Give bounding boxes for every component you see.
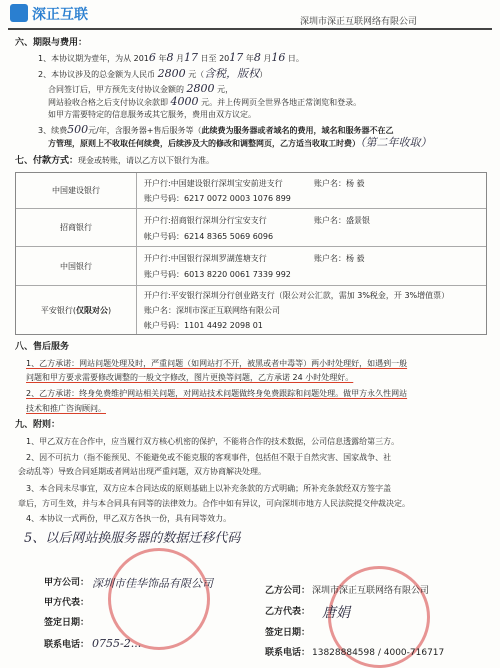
section-9-title: 九、附则： (15, 420, 61, 430)
bank-name: 中国建设银行 (16, 173, 137, 208)
table-row: 招商银行 开户行:招商银行深圳分行宝安支行 账户名：盛景银 帐户号码：6214 8365 5069 6096 (16, 209, 486, 247)
bank-table (15, 172, 487, 335)
party-b-label: 乙方公司： (265, 586, 311, 596)
table-row: 平安银行( 仅限对公 ) 开户行:平安银行深圳分行创业路支行（限公对公汇款，需加 3%税金，开 3%增值票） 账户名：深圳市深正互联网络有限公司 帐户号码：1101 4492 2098 01 (16, 286, 486, 334)
total-amount-line: 2、本协议涉及的总金额为人民币 2800 元（含税，版权） (38, 67, 268, 80)
appendix-1: 1、甲乙双方在合作中，应当履行双方核心机密的保护，不能将合作的技术数据，公司信息透露给第三方。 (26, 437, 400, 446)
section-8-title: 八、售后服务 (15, 342, 70, 352)
service-2-line-b: 技术和推广咨询顾问。 (26, 404, 106, 413)
party-a-label: 甲方公司： (44, 578, 90, 588)
appendix-3b: 章后，方可生效，并与本合同具有同等的法律效力。合作中如有异议，可向深圳市地方人民法院提交仲裁决定。 (18, 499, 410, 508)
section-7-title: 七、付款方式：现金或转账，请以乙方以下银行为准。 (15, 156, 215, 166)
party-b-rep-label: 乙方代表： (265, 607, 311, 617)
appendix-2b: 会动乱等）导致合同延期或者网站出现严重问题，双方协商解决处理。 (18, 467, 266, 476)
party-a-phone: 0755-2... (92, 637, 142, 650)
party-a-date-label: 签定日期： (44, 618, 90, 628)
party-a-phone-label: 联系电话： (44, 640, 90, 650)
service-1-line-b: 问题和甲方要求需要修改调整的一般文字修改，图片更换等问题，乙方承诺 24 小时处理好。 (26, 373, 354, 382)
logo: 深正互联 (32, 7, 88, 23)
term-line: 1、本协议期为壹年，为从 2016 年8 月17 日至 2017 年8 月16 日。 (38, 51, 304, 64)
party-a-rep-label: 甲方代表： (44, 598, 90, 608)
party-b-company: 深圳市深正互联网络有限公司 (312, 586, 430, 596)
party-b-phone: 13828884598 / 4000-716717 (312, 648, 445, 658)
party-a-company: 深圳市佳华饰品有限公司 (92, 577, 213, 590)
party-b-signature: 唐娟 (322, 605, 350, 621)
bank-name: 平安银行( 仅限对公 ) (16, 286, 137, 334)
logo-icon (10, 4, 28, 22)
prepay-line: 合同签订后，甲方预先支付协议金额的 2800 元， (48, 82, 234, 95)
appendix-3a: 3、本合同未尽事宜，双方应本合同达成的原则基础上以补充条款的方式明确；所补充条款经双方签字盖 (26, 484, 392, 493)
balance-line: 网站验收合格之后支付协议余款即 4000 元。并上传网页全世界各地正常浏览和登录。 (48, 95, 362, 108)
section-6-title: 六、期限与费用： (15, 38, 88, 48)
appendix-4: 4、本协议一式两份，甲乙双方各执一份，具有同等效力。 (26, 514, 232, 523)
bank-name: 招商银行 (16, 209, 137, 246)
party-b-date-label: 签定日期： (265, 628, 311, 638)
renewal-note-line: 方管理，原则上不收取任何续费，后续涉及大的修改和调整网页，乙方适当收取工时费）（第二年收取） (48, 136, 432, 149)
other-services-line: 如甲方需要特定的信息服务或其它服务，费用由双方议定。 (48, 110, 256, 119)
bank-name: 中国银行 (16, 247, 137, 285)
handwritten-note: 5、以后网站换服务器的数据迁移代码 (24, 531, 241, 546)
header-divider (8, 28, 492, 30)
header-company: 深圳市深正互联网络有限公司 (300, 17, 418, 27)
appendix-2a: 2、因不可抗力（指不能预见、不能避免或不能克服的客观事件，包括但不限于自然灾害、国家战争、社 (26, 453, 392, 462)
service-1-line-a: 1、乙方承诺：网站问题处理及时，严重问题（如网站打不开，被黑或者中毒等）两小时处理好，如遇到一般 (26, 359, 408, 368)
service-2-line-a: 2、乙方承诺：终身免费维护网站相关问题，对网站技术问题做终身免费跟踪和问题处理。做甲方永久性网站 (26, 389, 408, 398)
party-b-phone-label: 联系电话： (265, 648, 311, 658)
table-row: 中国银行 开户行:中国银行深圳罗湖莲塘支行 账户名：杨 毅 账户号码：6013 8220 0061 7339 992 (16, 247, 486, 286)
party-a-stamp (108, 548, 210, 650)
renewal-line: 3、续费500元/年，含服务器+售后服务等（此续费为服务器或者域名的费用，域名和服务器不在乙 (38, 123, 394, 136)
table-row: 中国建设银行 开户行:中国建设银行深圳宝安前进支行 账户名：杨 毅 账户号码：6217 0072 0003 1076 899 (16, 173, 486, 209)
